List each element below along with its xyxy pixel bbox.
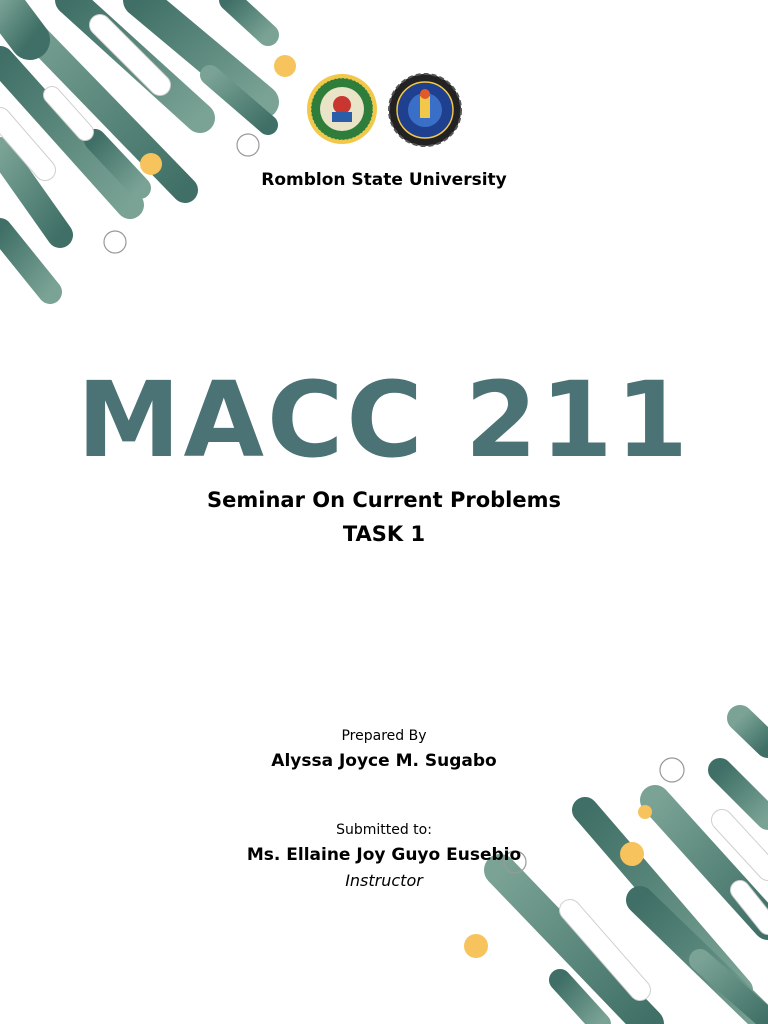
outline-dot [104, 231, 126, 253]
course-title: Seminar On Current Problems [207, 488, 561, 512]
instructor-name: Ms. Ellaine Joy Guyo Eusebio [246, 845, 522, 865]
author-name: Alyssa Joyce M. Sugabo [271, 751, 497, 771]
accent-dot [638, 805, 652, 819]
submitted-to-label: Submitted to: [336, 822, 432, 838]
accent-dot [464, 934, 488, 958]
course-title-block [0, 483, 768, 551]
outline-dot [237, 134, 259, 156]
university-name: Romblon State University [261, 170, 507, 190]
task-label: TASK 1 [342, 522, 426, 546]
instructor-role: Instructor [345, 871, 423, 890]
college-seal-icon [387, 72, 463, 148]
accent-dot [274, 55, 296, 77]
prepared-by-label: Prepared By [341, 728, 427, 744]
course-code: MACC 211 [77, 359, 691, 481]
university-seal-icon [305, 72, 379, 146]
logo-group [305, 72, 465, 144]
